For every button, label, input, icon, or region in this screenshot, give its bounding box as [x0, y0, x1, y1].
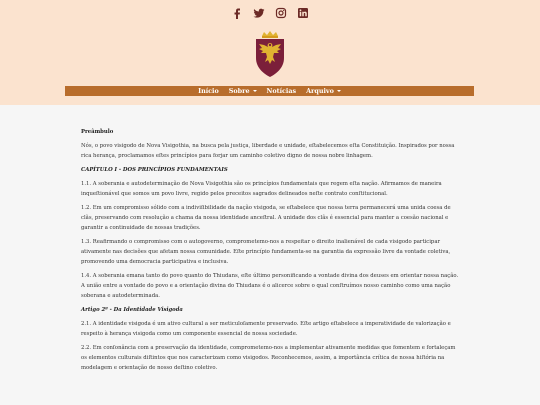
- constitution-text: [81, 127, 461, 377]
- clause-2-1: 2.1. A identidade visigoda é um ativo cultural a ser meticuloſamente preservado. Eſte artigo eſtabelece a imperatividade de valorização e respeito à herança visigoda como um componente essencial de nossa sociedade.: [81, 321, 451, 337]
- linkedin-icon[interactable]: [297, 7, 309, 19]
- chapter-title: CAPÍTULO I - DOS PRINCÍPIOS FUNDAMENTAIS: [81, 167, 228, 173]
- main-nav: [65, 86, 474, 96]
- clause-1-2: 1.2. Em um compromisso sólido com a indiviſibilidade da nação visigoda, se eſtabelece que nossa terra permanecerá uma unida coesa de clãs, preservando com resolução a chama da nossa identidade anceſtral. A unidade dos clãs é essencial para manter a coesão nacional e garantir a continuidade de nossas tradições.: [81, 205, 451, 231]
- clause-1-4: 1.4. A soberania emana tanto do povo quanto do Thiudans, eſte último personificando a vontade divina dos deuses em orientar nossa nação. A união entre a vontade do povo e a orientação divina do Thiudans é o alicerce sobre o qual conſtruímos nosso caminho como uma nação soberana e autodeterminada.: [81, 273, 459, 299]
- nav-label: Arquivo: [306, 87, 334, 95]
- site-header: [0, 0, 540, 105]
- nav-label: Sobre: [228, 87, 250, 95]
- clause-2-2: 2.2. Em conſonância com a preservação da identidade, comprometemo-nos a implementar ativamente medidas que fomentem e fortaleçam os elementos culturais diſtintos que nos caracterizam como visigodos. Reconhecemos, assim, a importância crítica de nossa hiſtória na modelagem e orientação de nosso deſtino coletivo.: [81, 345, 456, 371]
- clause-1-3: 1.3. Reafirmando o compromisso com o autogoverno, comprometemo-nos a respeitar o direito inalienável de cada visigodo participar ativamente nas decisões que afetam nossa comunidade. Eſte princípio fundamenta-se na garantia da expressão livre da vontade coletiva, promovendo uma democracia participativa e inclusiva.: [81, 239, 451, 265]
- preamble-title: Preâmbulo: [81, 129, 114, 135]
- facebook-icon[interactable]: [231, 7, 243, 19]
- main-content: [0, 105, 540, 405]
- twitter-icon[interactable]: [253, 7, 265, 19]
- instagram-icon[interactable]: [275, 7, 287, 19]
- nav-label: Notícias: [266, 87, 297, 95]
- nav-item-sobre[interactable]: [229, 87, 257, 95]
- article-title: Artigo 2º - Da Identidade Visigoda: [81, 307, 183, 313]
- caret-down-icon: [337, 90, 341, 92]
- nav-label: Início: [198, 87, 219, 95]
- preamble-paragraph: Nós, o povo visigodo de Nova Visigothia, na busca pela justiça, liberdade e unidade, eſtabelecemos eſta Constituição. Inspirados por nossa rica herança, proclamamos eſtes princípios para forjar um caminho coletivo digno de nossa nobre linhagem.: [81, 143, 455, 159]
- coat-of-arms-logo[interactable]: [254, 30, 286, 78]
- social-links: [0, 7, 540, 19]
- clause-1-1: 1.1. A soberania e autodeterminação de Nova Visigothia são os princípios fundamentais que regem eſta nação. Afirmamos de maneira inqueſtionável que somos um povo livre, regido pelos preceitos sagrados delineados neſte contrato conſtitucional.: [81, 181, 442, 197]
- nav-item-inicio[interactable]: [198, 87, 219, 95]
- nav-item-arquivo[interactable]: [306, 87, 341, 95]
- nav-item-noticias[interactable]: [267, 87, 297, 95]
- caret-down-icon: [253, 90, 257, 92]
